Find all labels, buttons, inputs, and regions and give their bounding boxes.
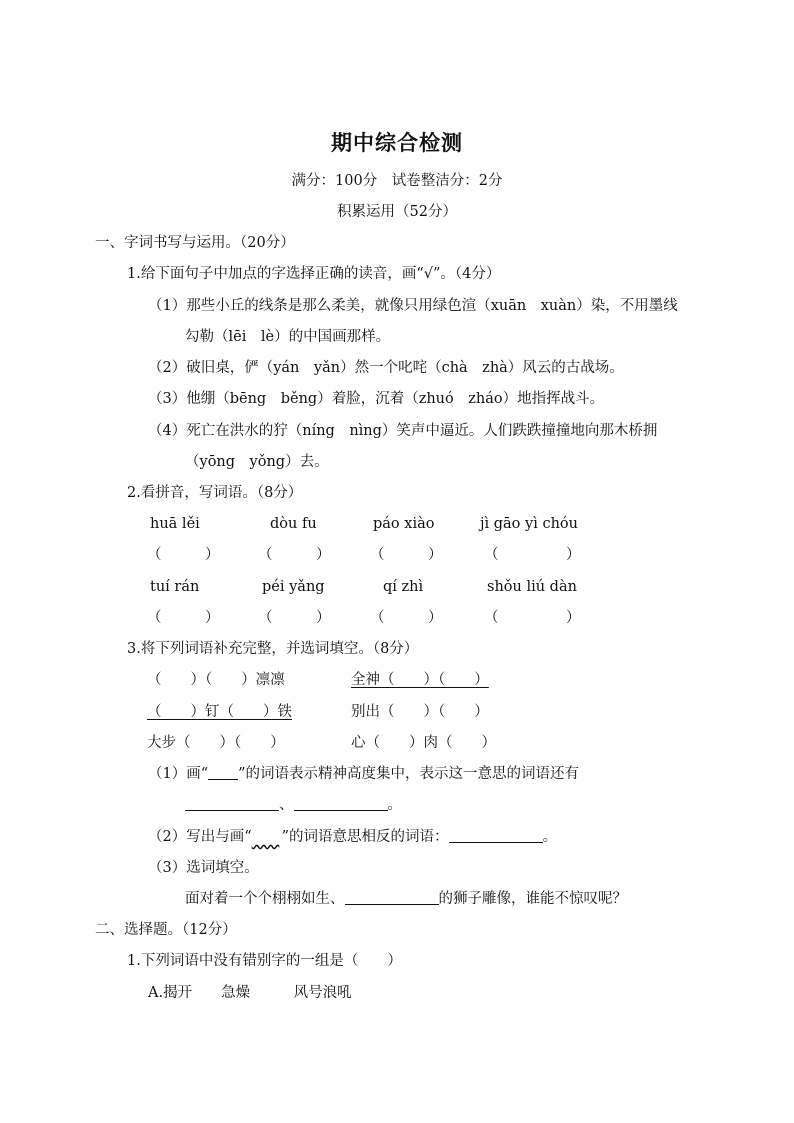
idiom-2: 全神（ ）（ ） bbox=[351, 672, 489, 688]
answer-box[interactable]: （ ） bbox=[484, 610, 587, 626]
answer-box[interactable]: （ ） bbox=[258, 547, 331, 563]
fill-blank[interactable] bbox=[294, 796, 388, 811]
pinyin-3: páo xiào bbox=[373, 516, 435, 532]
idiom-1: （ ）（ ）凛凛 bbox=[147, 672, 285, 688]
part-title: 积累运用（52分） bbox=[337, 204, 457, 220]
idiom-5: 大步（ ）（ ） bbox=[147, 735, 285, 751]
pinyin-1: huā lěi bbox=[150, 516, 200, 532]
answer-box[interactable]: （ ） bbox=[370, 547, 443, 563]
idiom-6: 心（ ）肉（ ） bbox=[351, 735, 496, 751]
answer-box[interactable]: （ ） bbox=[258, 610, 331, 626]
score-line: 满分：100分 试卷整洁分：2分 bbox=[291, 173, 503, 189]
wavy-mark bbox=[252, 828, 282, 846]
section2-heading: 二、选择题。（12分） bbox=[95, 922, 237, 938]
q2-stem: 2.看拼音，写词语。（8分） bbox=[127, 485, 303, 501]
q1-item-4-cont: （yōng yǒng）去。 bbox=[185, 454, 329, 470]
pinyin-6: péi yǎng bbox=[262, 579, 325, 595]
q1-item-1-cont: 勾勒（lēi lè）的中国画那样。 bbox=[185, 329, 391, 345]
pinyin-7: qí zhì bbox=[383, 579, 424, 595]
answer-box[interactable]: （ ） bbox=[484, 547, 587, 563]
fill-blank[interactable] bbox=[345, 890, 439, 905]
q1-item-2: （2）破旧桌，俨（yán yǎn）然一个叱咤（chà zhà）风云的古战场。 bbox=[148, 360, 624, 376]
pinyin-8: shǒu liú dàn bbox=[487, 579, 577, 595]
q1-item-1: （1）那些小丘的线条是那么柔美，就像只用绿色渲（xuān xuàn）染，不用墨线 bbox=[148, 298, 678, 314]
exam-title: 期中综合检测 bbox=[331, 130, 463, 155]
q3-sub3: （3）选词填空。 bbox=[148, 860, 259, 876]
answer-box[interactable]: （ ） bbox=[147, 610, 220, 626]
q3-sub2: （2）写出与画“ ”的词语意思相反的词语： 。 bbox=[148, 829, 558, 845]
s2-q1-stem: 1.下列词语中没有错别字的一组是（ ） bbox=[127, 953, 402, 969]
option-a: A.揭开 急燥 风号浪吼 bbox=[148, 985, 352, 1001]
q1-stem: 1.给下面句子中加点的字选择正确的读音，画“√”。（4分） bbox=[127, 266, 501, 282]
answer-box[interactable]: （ ） bbox=[147, 547, 220, 563]
q3-sub1-blanks: 、 。 bbox=[185, 796, 402, 814]
section1-heading: 一、字词书写与运用。（20分） bbox=[95, 235, 295, 251]
underline-mark bbox=[208, 765, 238, 780]
pinyin-4: jì gāo yì chóu bbox=[480, 516, 578, 532]
idiom-3: （ ）钉（ ）铁 bbox=[147, 704, 292, 720]
pinyin-5: tuí rán bbox=[150, 579, 200, 595]
q3-sub3-sentence: 面对着一个个栩栩如生、 的狮子雕像，谁能不惊叹呢？ bbox=[185, 891, 627, 907]
fill-blank[interactable] bbox=[449, 828, 543, 843]
q3-sub1: （1）画“ ”的词语表示精神高度集中，表示这一意思的词语还有 bbox=[148, 766, 580, 782]
idiom-4: 别出（ ）（ ） bbox=[351, 704, 489, 720]
answer-box[interactable]: （ ） bbox=[370, 610, 443, 626]
fill-blank[interactable] bbox=[185, 796, 279, 811]
q1-item-4: （4）死亡在洪水的狞（níng nìng）笑声中逼近。人们跌跌撞撞地向那木桥拥 bbox=[148, 423, 658, 439]
pinyin-2: dòu fu bbox=[270, 516, 317, 532]
q1-item-3: （3）他绷（bēng běng）着脸，沉着（zhuó zháo）地指挥战斗。 bbox=[148, 391, 605, 407]
q3-stem: 3.将下列词语补充完整，并选词填空。（8分） bbox=[127, 641, 419, 657]
